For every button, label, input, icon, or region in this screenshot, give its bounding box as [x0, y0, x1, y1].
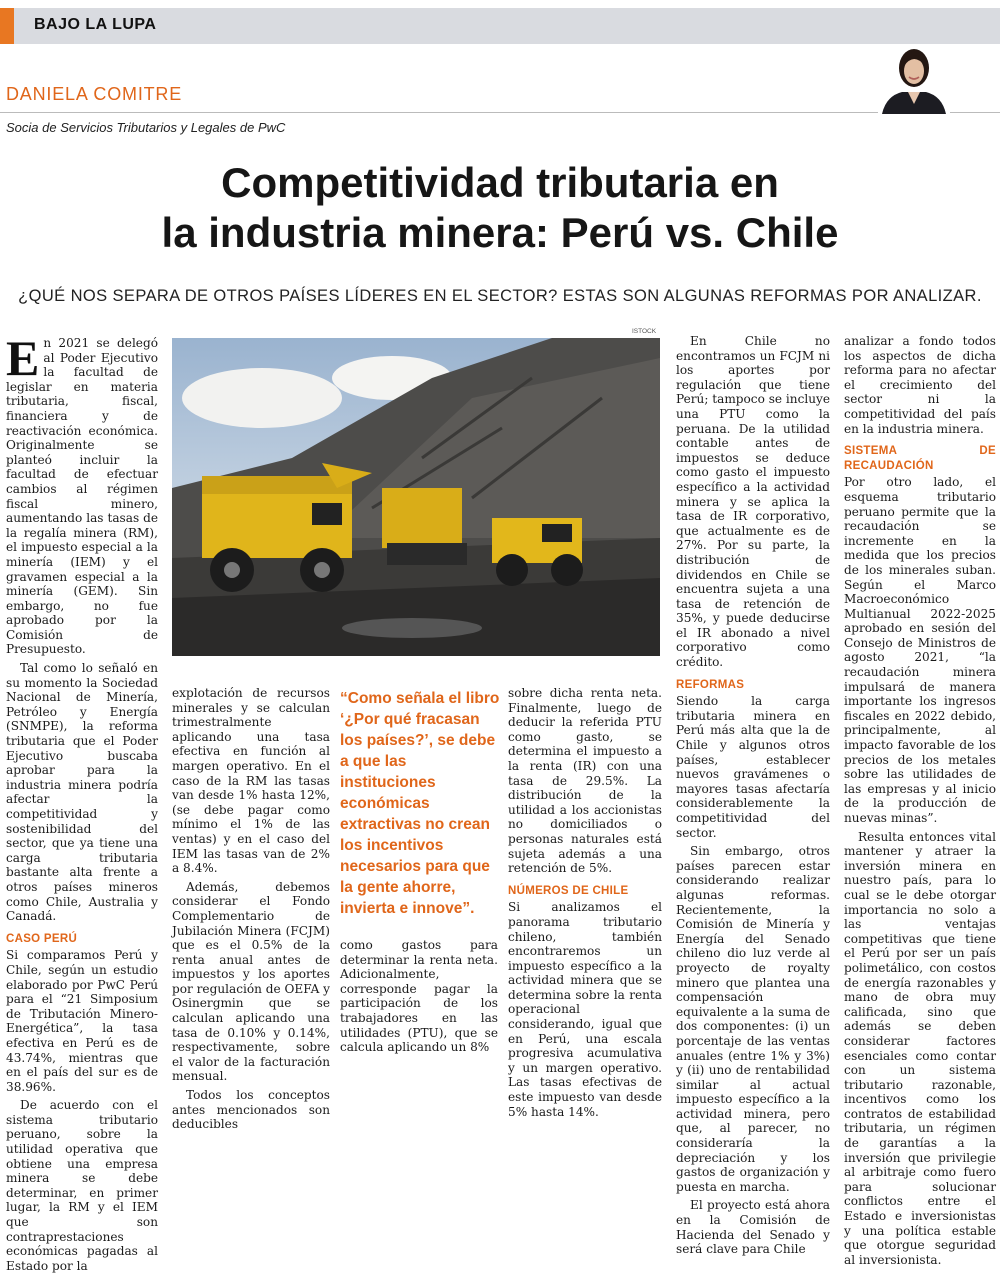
- section-accent: [0, 8, 14, 44]
- paragraph: sobre dicha renta neta. Finalmente, luego de deducir la referida PTU como gasto, se determina el impuesto a la renta (IR) con una tasa de 29.5%. La distribución de la utilidad a los accionistas no domiciliados o personas naturales está sujeta además a una retención de 5%.: [508, 686, 662, 876]
- column-2: [172, 686, 330, 1136]
- paragraph: Si analizamos el panorama tributario chileno, también encontraremos un impuesto específico a la actividad minera que se determina sobre la renta operacional considerando, igual que en Perú, una escala progresiva acumulativa y un margen operativo. Las tasas efectivas de este impuesto van desde 5% hasta 14%.: [508, 900, 662, 1119]
- author-name: DANIELA COMITRE: [6, 84, 183, 104]
- paragraph: Por otro lado, el esquema tributario peruano permite que la recaudación se incremente en la medida que los precios de los minerales suban. Según el Marco Macroeconómico Multianual 2022-2025 aprobado en sesión del Consejo de Ministros de agosto 2021, “la recaudación minera impulsará de manera importante los ingresos fiscales en 2022 debido, principalmente, al impacto favorable de los precios de los metales sobre las utilidades de las empresas y al inicio de la producción de nuevas minas”.: [844, 475, 996, 825]
- author-photo: [878, 44, 950, 114]
- paragraph: Además, debemos considerar el Fondo Complementario de Jubilación Minera (FCJM) que es el 0.5% de la renta anual antes de impuestos y los aportes por regulación de OEFA y Osinergmin que se calculan aplicando una tasa de 0.10% y 0.14%, respectivamente, sobre el valor de la facturación mensual.: [172, 879, 330, 1084]
- divider: [0, 112, 1000, 113]
- headline-line-2: la industria minera: Perú vs. Chile: [161, 209, 839, 256]
- section-heading-caso-peru: CASO PERÚ: [6, 932, 78, 945]
- mining-photo: [172, 338, 660, 656]
- subheadline: ¿QUÉ NOS SEPARA DE OTROS PAÍSES LÍDERES EN EL SECTOR? ESTAS SON ALGUNAS REFORMAS POR ANALIZAR.: [18, 287, 982, 305]
- paragraph: Si comparamos Perú y Chile, según un estudio elaborado por PwC Perú para el “21 Simposium de Tributación Minero-Energética”, la tasa efectiva en Perú es de 43.74%, mientras que en el país del sur es de 38.96%.: [6, 948, 158, 1094]
- headline: [0, 158, 1000, 258]
- author-role: Socia de Servicios Tributarios y Legales de PwC: [6, 120, 286, 135]
- paragraph: como gastos para determinar la renta neta. Adicionalmente, corresponde pagar la participación de los trabajadores en las utilidades (PTU), que se calcula aplicando un 8%: [340, 938, 498, 1055]
- section-label: BAJO LA LUPA: [34, 16, 157, 33]
- pull-quote: “Como señala el libro ‘¿Por qué fracasan los países?’, se debe a que las instituciones económicas extractivas no crean los incentivos necesarios para que la gente ahorre, invierta e innove”.: [340, 690, 500, 917]
- column-5: [676, 334, 830, 1261]
- section-heading-numeros-chile: NÚMEROS DE CHILE: [508, 884, 629, 897]
- paragraph: En Chile no encontramos un FCJM ni los aportes por regulación que tiene Perú; tampoco se incluye una PTU como la peruana. De la utilidad contable antes de impuestos se deduce como gasto el impuesto específico a la actividad minera y se aplica la tasa de IR corporativo, que actualmente es de 27%. Por su parte, la distribución de dividendos en Chile se encuentra sujeta a una tasa de retención de 35%, y puede deducirse el IR abonado a nivel corporativo como crédito.: [676, 334, 830, 670]
- paragraph: Siendo la carga tributaria minera en Perú más alta que la de Chile y algunos otros países, establecer nuevos gravámenes o mayores tasas afectaría considerablemente la competitividad del sector.: [676, 694, 830, 840]
- section-bar: [0, 8, 1000, 44]
- paragraph: explotación de recursos minerales y se calculan trimestralmente aplicando una tasa efectiva en función al margen operativo. En el caso de la RM las tasas van desde 1% hasta 12%, (se debe pagar como mínimo el 1% de las ventas) y en el caso del IEM las tasas van de 2% a 8.4%.: [172, 686, 330, 876]
- photo-credit: ISTOCK: [632, 328, 657, 335]
- column-4: [508, 686, 662, 1123]
- column-3: [340, 938, 498, 1059]
- section-heading-reformas: REFORMAS: [676, 678, 745, 691]
- paragraph: Todos los conceptos antes mencionados son deducibles: [172, 1088, 330, 1132]
- column-1: [6, 330, 158, 1277]
- section-heading-sistema-recaudacion: SISTEMA DE RECAUDACIÓN: [844, 445, 996, 472]
- column-6: [844, 334, 996, 1271]
- paragraph: En 2021 se delegó al Poder Ejecutivo la facultad de legislar en materia tributaria, fiscal, financiera y de reactivación económica. Originalmente se planteó incluir la facultad de efectuar cambios al régimen fiscal minero, aumentando las tasas de la regalía minera (RM), el impuesto especial a la minería (IEM) y el gravamen especial a la minería (GEM). Sin embargo, no fue aprobado por la Comisión de Presupuesto.: [6, 330, 158, 657]
- paragraph: Sin embargo, otros países parecen estar considerando realizar algunas reformas. Recientemente, la Comisión de Minería y Energía del Senado chileno dio luz verde al proyecto de royalty minero que plantea una compensación equivalente a la suma de dos componentes: (i) un porcentaje de las ventas anuales (entre 1% y 3%) y (ii) uno de rentabilidad similar al actual impuesto específico a la actividad minera, pero que, al parecer, no consideraría la depreciación y los gastos de organización y puesta en marcha.: [676, 844, 830, 1194]
- paragraph: Resulta entonces vital mantener y atraer la inversión minera en nuestro país, para lo cual se le debe otorgar importancia no solo a las ventajas competitivas que tiene el Perú por ser un país polimetálico, con costos de energía razonables y mano de obra muy calificada, sino que además se deben considerar factores esenciales como contar con un sistema tributario razonable, incentivos como los contratos de estabilidad tributaria, un régimen de garantías a la inversión que privilegie al arbitraje como fuero para solucionar conflictos entre el Estado e inversionistas y una política estable que otorgue seguridad al inversionista.: [844, 829, 996, 1267]
- drop-cap: E: [6, 330, 40, 386]
- paragraph: analizar a fondo todos los aspectos de dicha reforma para no afectar el crecimiento del sector ni la competitividad del país en la industria minera.: [844, 334, 996, 436]
- paragraph: Tal como lo señaló en su momento la Sociedad Nacional de Minería, Petróleo y Energía (SNMPE), la reforma tributaria que el Poder Ejecutivo buscaba aprobar para la industria minera podría afectar la competitividad y sostenibilidad del sector, que ya tiene una carga tributaria bastante alta frente a otros países mineros como Chile, Australia y Canadá.: [6, 661, 158, 924]
- paragraph: De acuerdo con el sistema tributario peruano, sobre la utilidad operativa que obtiene una empresa minera se debe determinar, en primer lugar, la RM y el IEM que son contraprestaciones económicas pagadas al Estado por la: [6, 1098, 158, 1273]
- paragraph: El proyecto está ahora en la Comisión de Hacienda del Senado y será clave para Chile: [676, 1198, 830, 1257]
- headline-line-1: Competitividad tributaria en: [221, 159, 779, 206]
